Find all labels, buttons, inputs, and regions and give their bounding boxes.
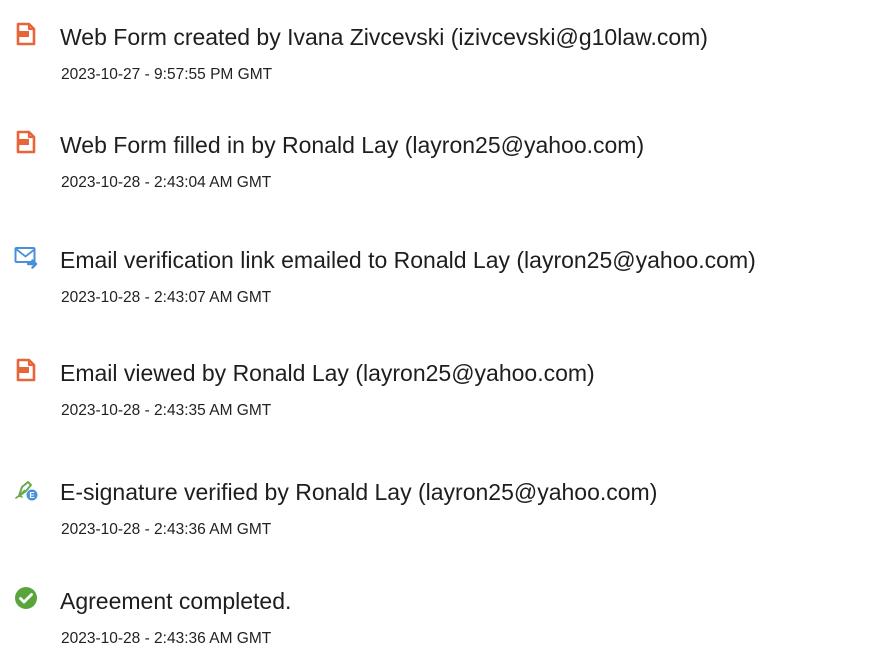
check-circle-icon — [14, 586, 38, 610]
event-timestamp: 2023-10-28 - 2:43:07 AM GMT — [61, 289, 272, 306]
event-timestamp: 2023-10-27 - 9:57:55 PM GMT — [61, 66, 273, 83]
event-title: Web Form created by Ivana Zivcevski (izivcevski@g10law.com) — [60, 24, 708, 50]
audit-event — [0, 576, 869, 666]
audit-event — [0, 467, 869, 557]
web-form-document-icon — [14, 358, 38, 382]
audit-event — [0, 120, 869, 210]
event-timestamp: 2023-10-28 - 2:43:36 AM GMT — [61, 630, 272, 647]
event-timestamp: 2023-10-28 - 2:43:04 AM GMT — [61, 174, 272, 191]
web-form-document-icon — [14, 22, 38, 46]
event-timestamp: 2023-10-28 - 2:43:35 AM GMT — [61, 402, 272, 419]
email-send-icon — [14, 245, 38, 269]
web-form-document-icon — [14, 130, 38, 154]
event-title: Email viewed by Ronald Lay (layron25@yahoo.com) — [60, 360, 595, 386]
event-title: Web Form filled in by Ronald Lay (layron25@yahoo.com) — [60, 132, 645, 158]
event-timestamp: 2023-10-28 - 2:43:36 AM GMT — [61, 521, 272, 538]
audit-event — [0, 12, 869, 102]
event-title: E-signature verified by Ronald Lay (layron25@yahoo.com) — [60, 479, 658, 505]
audit-event — [0, 235, 869, 325]
event-title: Agreement completed. — [60, 588, 292, 614]
e-signature-verified-icon — [14, 477, 38, 501]
svg-text:E: E — [29, 491, 35, 500]
audit-event — [0, 348, 869, 438]
event-title: Email verification link emailed to Ronald Lay (layron25@yahoo.com) — [60, 247, 756, 273]
